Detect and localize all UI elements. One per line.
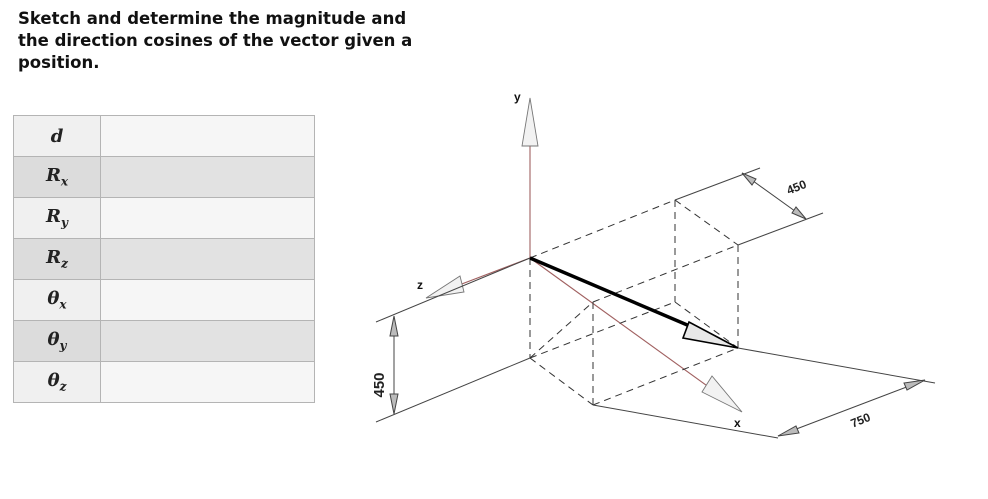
dimension-line — [778, 380, 925, 436]
dimension-label-x: 750 — [848, 410, 873, 431]
box-edge — [530, 302, 593, 358]
label-rz-base: R — [46, 247, 62, 269]
dimension-arrow — [390, 394, 398, 414]
extension-line — [738, 348, 935, 383]
box-edge — [530, 200, 675, 258]
label-rx-sub: x — [60, 174, 69, 189]
extension-line — [675, 168, 760, 200]
label-ry-base: R — [46, 206, 61, 228]
label-theta-y-sub: y — [59, 338, 67, 353]
x-axis-label: x — [734, 416, 741, 430]
y-axis-label: y — [514, 90, 521, 104]
dimension-arrow — [390, 316, 398, 336]
extension-line — [593, 405, 778, 438]
dimension-label-z: 450 — [784, 177, 809, 198]
label-theta-z-base: θ — [47, 370, 60, 392]
problem-line-1: Sketch and determine the magnitude and — [18, 9, 407, 28]
axes — [446, 118, 735, 406]
box-edge — [675, 200, 738, 245]
dimension-label-height: 450 — [371, 372, 388, 398]
box-edge — [530, 358, 593, 405]
label-ry-sub: y — [60, 215, 68, 230]
dimension-arrow — [904, 380, 925, 390]
z-axis-label: z — [417, 278, 423, 292]
label-theta-x-sub: x — [59, 297, 67, 312]
extension-line — [738, 213, 823, 245]
problem-line-2: the direction cosines of the vector given a — [18, 31, 413, 50]
extension-line — [376, 358, 530, 422]
position-vector — [530, 258, 738, 348]
vector-arrowhead — [683, 322, 738, 348]
dimension-arrow — [778, 426, 799, 436]
z-axis-arrowhead — [426, 276, 464, 298]
dimension-arrow — [792, 207, 806, 219]
extension-line — [376, 258, 530, 322]
label-theta-x-base: θ — [47, 288, 60, 310]
y-axis-arrowhead — [522, 98, 538, 146]
label-theta-y-base: θ — [47, 329, 60, 351]
dimension-arrow — [742, 173, 756, 185]
label-theta-z-sub: z — [59, 379, 67, 394]
problem-line-3: position. — [18, 53, 100, 72]
dimension-x — [593, 348, 935, 438]
label-rz-sub: z — [61, 256, 68, 271]
label-d-base: d — [50, 125, 64, 147]
label-rx-base: R — [45, 165, 61, 187]
x-axis-arrowhead — [702, 376, 742, 412]
